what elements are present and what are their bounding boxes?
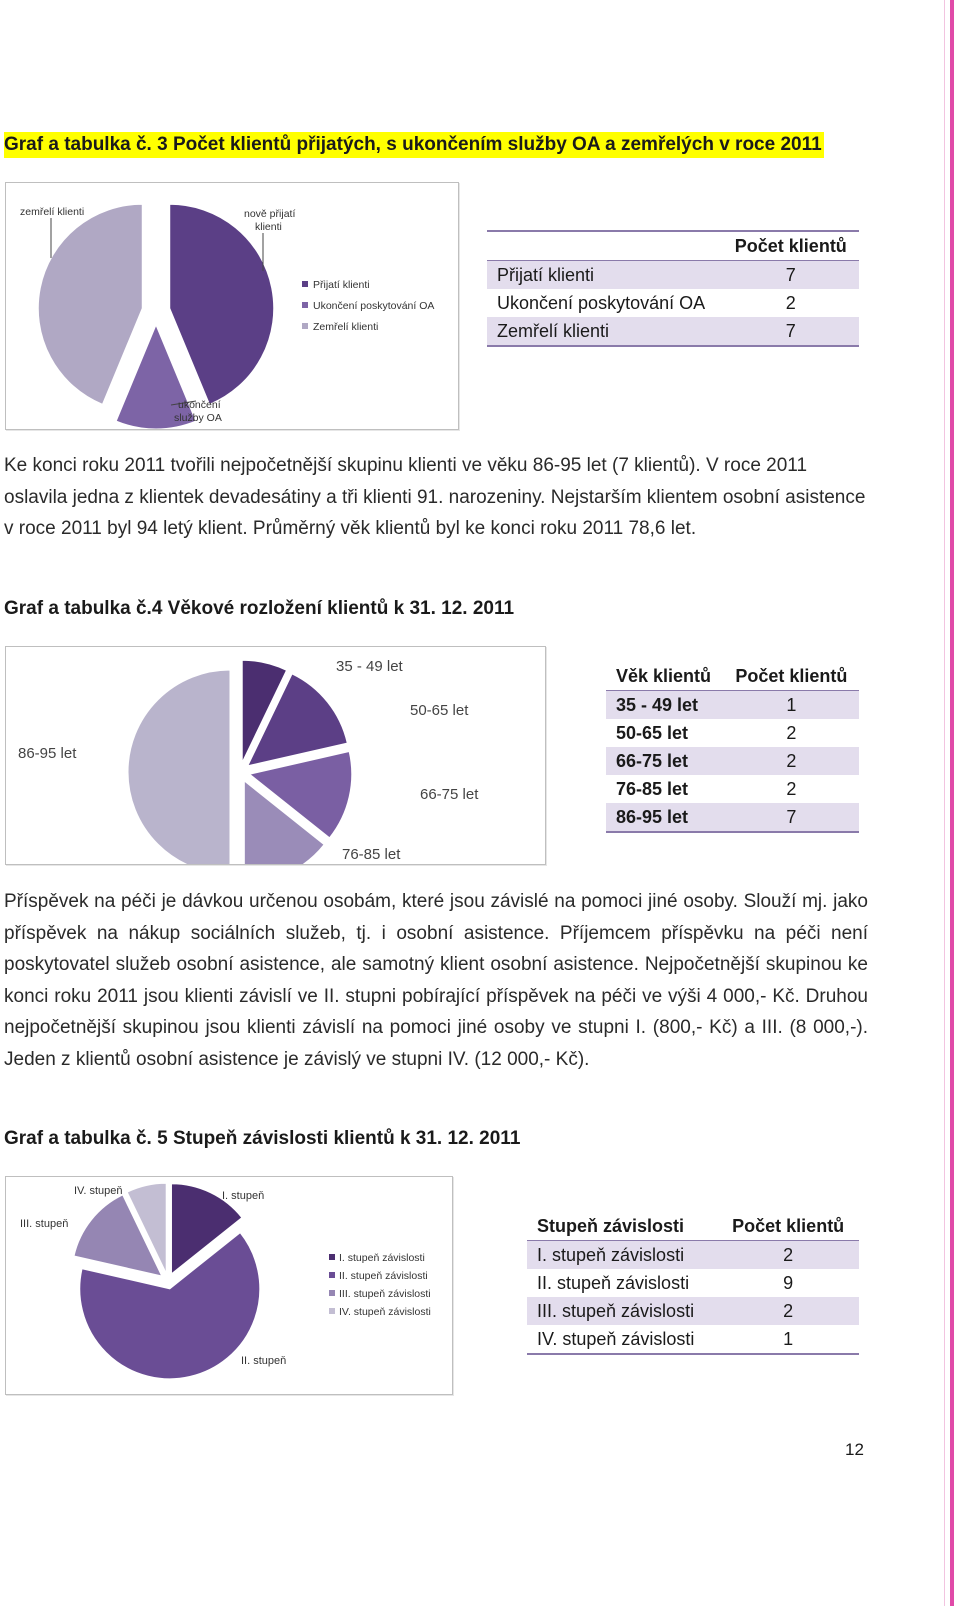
legend-swatch — [329, 1272, 335, 1278]
pie-slice — [128, 670, 230, 864]
row-label: 35 - 49 let — [606, 691, 724, 720]
table-row — [606, 803, 859, 832]
table-row — [606, 747, 859, 775]
data-label: 66-75 let — [420, 786, 479, 803]
row-label: 50-65 let — [616, 722, 689, 743]
chart-age-distribution — [5, 646, 546, 865]
chart-3-svg — [6, 1177, 452, 1394]
legend-item: I. stupeň závislosti — [339, 1252, 425, 1264]
row-value: 1 — [783, 1328, 794, 1349]
legend-item: III. stupeň závislosti — [339, 1288, 431, 1300]
table-row — [527, 1325, 859, 1354]
row-label: II. stupeň závislosti — [537, 1272, 690, 1293]
chart-2-svg — [6, 647, 545, 864]
table-row — [606, 719, 859, 747]
paragraph-care-allowance: Příspěvek na péči je dávkou určenou osobám, které jsou závislé na pomoci jiné osoby. Slouží mj. jako příspěvek na nákup sociálních služeb, tj. i osobní asistence. Příjemcem příspěvku na péči není poskytovatel služeb osobní asistence, ale samotný klient osobní asistence. Nejpočetnější skupinou ke konci roku 2011 jsou klienti závislí ve II. stupni pobírající příspěvek na péči ve výši 4 000,- Kč. Druhou nejpočetnější skupinou jsou klienti závislí na pomoci jiné osoby ve stupni I. (800,- Kč) a III. (8 000,-). Jeden z klientů osobní asistence je závislý ve stupni IV. (12 000,- Kč). — [4, 891, 868, 1070]
row-label: 86-95 let — [606, 803, 724, 832]
legend-swatch — [302, 302, 308, 308]
chart-clients-flow — [5, 182, 459, 430]
table-row — [606, 691, 859, 720]
data-label: IV. stupeň — [74, 1185, 123, 1197]
section-heading-4: Graf a tabulka č.4 Věkové rozložení klientů k 31. 12. 2011 — [4, 598, 515, 619]
row-value: 2 — [724, 747, 859, 775]
row-label: I. stupeň závislosti — [527, 1241, 717, 1270]
table-row — [487, 261, 859, 290]
col-header: Počet klientů — [734, 235, 847, 256]
page-edge-inner — [944, 0, 945, 1606]
data-label: I. stupeň — [222, 1190, 265, 1202]
row-value: 7 — [724, 803, 859, 832]
legend-item: Přijatí klienti — [313, 279, 370, 291]
row-label: Zemřelí klienti — [487, 317, 723, 346]
col-header: Věk klientů — [616, 665, 712, 686]
legend-item: Zemřelí klienti — [313, 321, 379, 333]
table-dependency-level — [527, 1212, 859, 1355]
table-header-row — [487, 231, 859, 261]
col-header: Počet klientů — [735, 665, 848, 686]
row-label: Ukončení poskytování OA — [497, 292, 706, 313]
row-label: 66-75 let — [606, 747, 724, 775]
row-value: 9 — [783, 1272, 794, 1293]
table-header-row — [606, 662, 859, 691]
pie-2-slices — [128, 660, 352, 864]
table-row — [487, 289, 859, 317]
table-header-row — [527, 1212, 859, 1241]
col-header: Počet klientů — [732, 1215, 845, 1236]
table-row — [527, 1269, 859, 1297]
row-value: 2 — [786, 778, 797, 799]
col-header: Stupeň závislosti — [537, 1215, 685, 1236]
data-label: III. stupeň — [20, 1218, 69, 1230]
data-label: nově přijatí — [244, 208, 296, 220]
chart-1-svg — [6, 183, 458, 429]
section-heading-3 — [4, 134, 824, 156]
legend-swatch — [302, 323, 308, 329]
row-label: IV. stupeň závislosti — [537, 1328, 695, 1349]
row-label: Přijatí klienti — [487, 261, 723, 290]
row-label: 76-85 let — [616, 778, 689, 799]
data-label: služby OA — [174, 412, 222, 424]
row-value: 2 — [786, 722, 797, 743]
table-row — [606, 775, 859, 803]
legend-swatch — [329, 1308, 335, 1314]
heading-text: Graf a tabulka č. 3 Počet klientů přijatých, s ukončením služby OA a zemřelých v roce 2011 — [4, 132, 824, 158]
section-heading-5: Graf a tabulka č. 5 Stupeň závislosti klientů k 31. 12. 2011 — [4, 1128, 521, 1149]
table-row — [527, 1241, 859, 1270]
pie-slice — [170, 204, 274, 404]
data-label: 86-95 let — [18, 745, 77, 762]
paragraph-age: Ke konci roku 2011 tvořili nejpočetnější skupinu klienti ve věku 86-95 let (7 klientů). V roce 2011 oslavila jedna z klientek devadesátiny a tři klienti 91. narozeniny. Nejstarším klientem osobní asistence v roce 2011 byl 94 letý klient. Průměrný věk klientů byl ke konci roku 2011 78,6 let. — [4, 455, 866, 539]
pie-3-slices — [74, 1183, 260, 1379]
data-label: 50-65 let — [410, 702, 469, 719]
data-label: II. stupeň — [241, 1355, 287, 1367]
page-number: 12 — [845, 1440, 864, 1459]
legend-swatch — [329, 1254, 335, 1260]
legend-item: IV. stupeň závislosti — [339, 1306, 431, 1318]
chart-3-legend — [329, 1252, 431, 1318]
row-label: III. stupeň závislosti — [527, 1297, 717, 1325]
chart-dependency-level — [5, 1176, 453, 1395]
data-label: zemřelí klienti — [20, 206, 85, 218]
table-row — [527, 1297, 859, 1325]
table-age-distribution — [606, 662, 859, 833]
legend-swatch — [329, 1290, 335, 1296]
chart-1-legend — [302, 279, 434, 333]
pie-slice — [38, 204, 142, 404]
row-value: 2 — [717, 1241, 859, 1270]
data-label: 35 - 49 let — [336, 658, 403, 675]
row-value: 2 — [717, 1297, 859, 1325]
table-clients-flow — [487, 230, 859, 347]
page-edge-accent — [950, 0, 954, 1606]
legend-item: Ukončení poskytování OA — [313, 300, 435, 312]
data-label: klienti — [255, 221, 282, 233]
legend-swatch — [302, 281, 308, 287]
row-value: 1 — [724, 691, 859, 720]
data-label: ukončení — [178, 399, 221, 411]
table-row — [487, 317, 859, 346]
row-value: 7 — [723, 261, 859, 290]
data-label: 76-85 let — [342, 846, 401, 863]
row-value: 2 — [785, 292, 796, 313]
legend-item: II. stupeň závislosti — [339, 1270, 428, 1282]
row-value: 7 — [723, 317, 859, 346]
pie-1-slices — [38, 204, 273, 429]
